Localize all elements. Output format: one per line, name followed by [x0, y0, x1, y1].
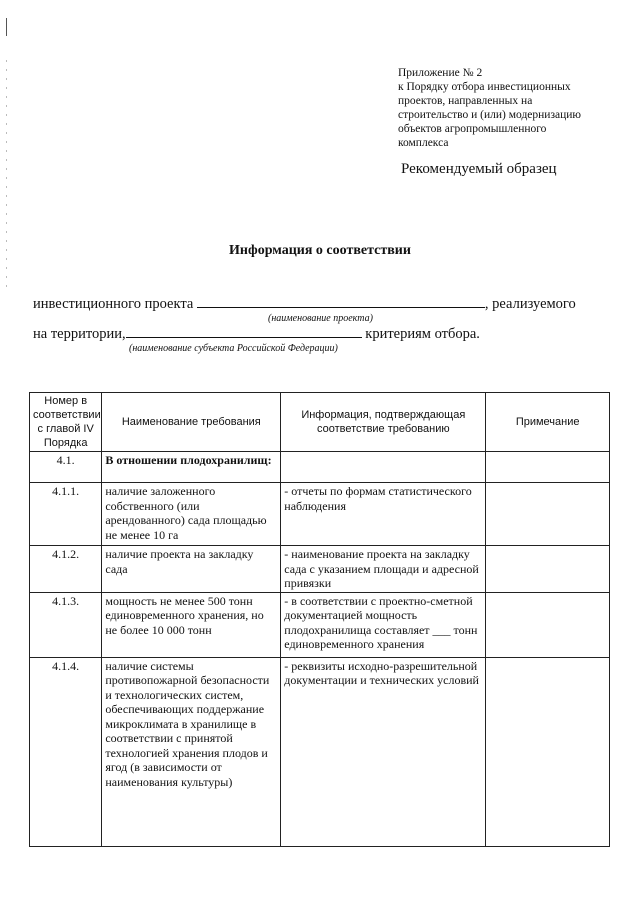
appendix-line: строительство и (или) модернизацию: [398, 109, 582, 121]
document-title: Информация о соответствии: [229, 243, 411, 258]
appendix-line: Приложение № 2: [398, 67, 483, 79]
appendix-block: [398, 66, 618, 150]
row-note: [486, 592, 610, 657]
row-info: [281, 452, 486, 483]
row-info: - отчеты по формам статистического наблюдения: [281, 483, 486, 546]
header-requirement: Наименование требования: [102, 393, 281, 452]
row-requirement: наличие проекта на закладку сада: [102, 546, 281, 593]
section-title: В отношении плодохранилищ:: [102, 452, 281, 483]
project-name-hint: (наименование проекта): [268, 313, 373, 324]
row-note: [486, 546, 610, 593]
row-number: 4.1.4.: [30, 657, 102, 846]
appendix-line: комплекса: [398, 137, 449, 149]
row-requirement: мощность не менее 500 тонн единовременного хранения, но не более 10 000 тонн: [102, 592, 281, 657]
appendix-line: проектов, направленных на: [398, 95, 533, 107]
table-row: [30, 483, 610, 546]
project-line-prefix: инвестиционного проекта: [33, 296, 194, 312]
territory-line-suffix: критериям отбора.: [361, 326, 480, 342]
row-requirement: наличие заложенного собственного (или арендованного) сада площадью не менее 10 га: [102, 483, 281, 546]
table-row: [30, 592, 610, 657]
margin-mark: [6, 18, 7, 36]
territory-line-prefix: на территории,: [33, 326, 126, 342]
row-number: 4.1.: [30, 452, 102, 483]
project-name-blank: [197, 295, 485, 308]
project-line-suffix: , реализуемого: [484, 296, 576, 312]
sample-label: Рекомендуемый образец: [401, 161, 557, 177]
row-note: [486, 452, 610, 483]
table-row: [30, 657, 610, 846]
row-info: - наименование проекта на закладку сада с указанием площади и адресной привязки: [281, 546, 486, 593]
header-note: Примечание: [486, 393, 610, 452]
row-note: [486, 483, 610, 546]
row-info: - в соответствии с проектно-сметной документацией мощность плодохранилища составляет ___ тонн единовременного хранения: [281, 592, 486, 657]
region-name-hint: (наименование субъекта Российской Федерации): [129, 343, 338, 354]
requirements-table: [29, 392, 610, 847]
header-info: Информация, подтверждающая соответствие требованию: [281, 393, 486, 452]
row-number: 4.1.1.: [30, 483, 102, 546]
row-number: 4.1.2.: [30, 546, 102, 593]
row-number: 4.1.3.: [30, 592, 102, 657]
appendix-line: объектов агропромышленного: [398, 123, 547, 135]
row-requirement: наличие системы противопожарной безопасности и технологических систем, обеспечивающих поддержание микроклимата в хранилище в соответствии с принятой технологией хранения плодов и ягод (в зависимости от наименования культуры): [102, 657, 281, 846]
row-info: - реквизиты исходно-разрешительной документации и технических условий: [281, 657, 486, 846]
header-number: Номер в соответствии с главой IV Порядка: [30, 393, 102, 452]
region-name-blank: [126, 325, 362, 338]
row-note: [486, 657, 610, 846]
table-row: [30, 546, 610, 593]
appendix-line: к Порядку отбора инвестиционных: [398, 81, 571, 93]
project-line: [33, 295, 576, 313]
territory-line: [33, 325, 480, 343]
table-row: [30, 452, 610, 483]
table-header-row: [30, 393, 610, 452]
